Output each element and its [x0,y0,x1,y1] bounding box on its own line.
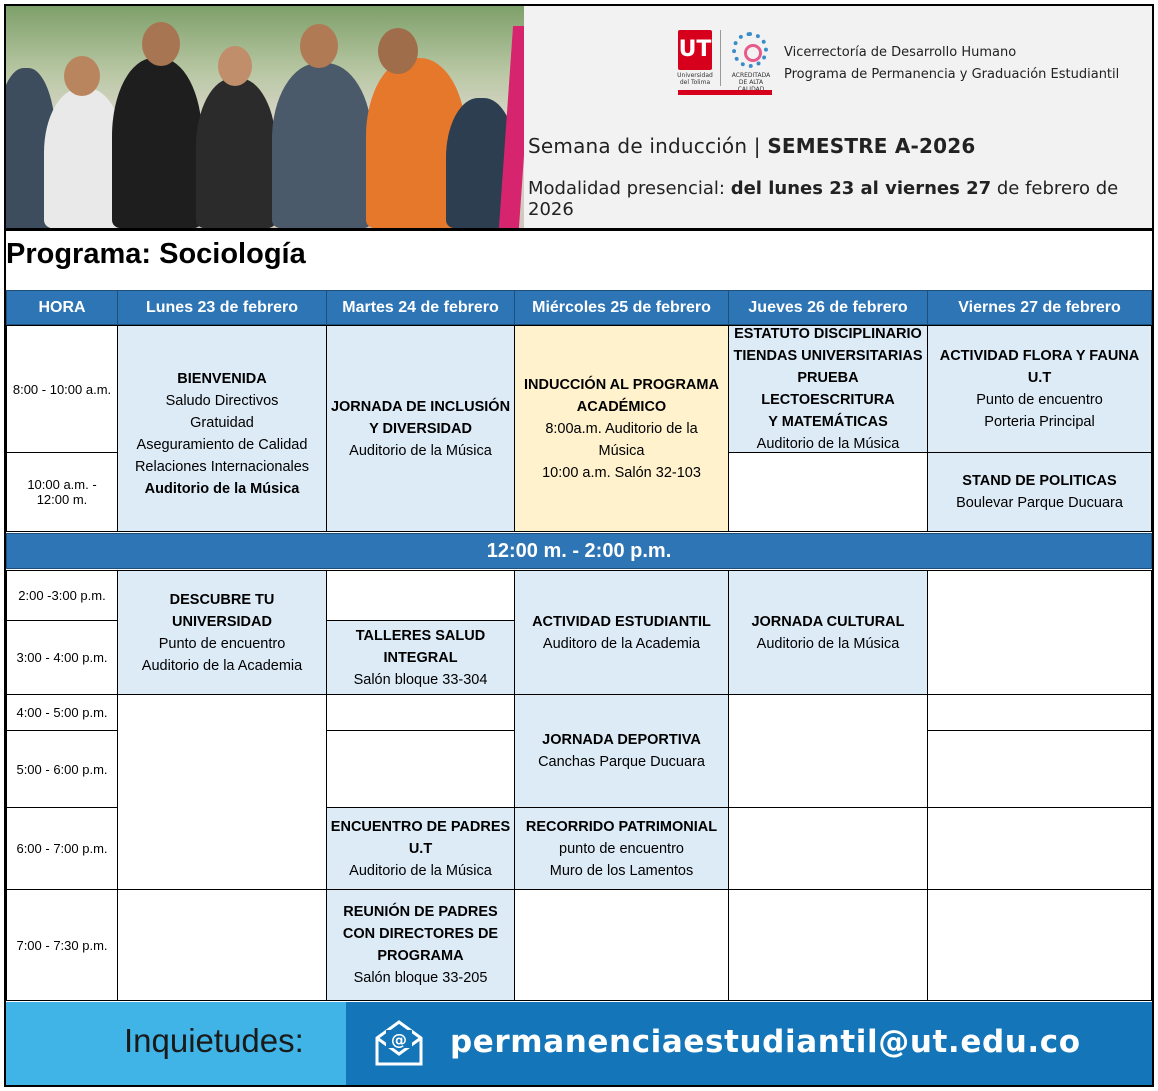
activity-title: JORNADA CULTURAL [751,613,905,630]
activity-title: Y MATEMÁTICAS [768,414,888,430]
activity-estudiantil [514,570,729,695]
activity-place: Salón bloque 33-205 [353,970,488,986]
activity-cultural [728,570,928,695]
activity-place: Auditorio de la Música [756,436,900,452]
semana-prefix: Semana de inducción | [528,134,768,158]
modalidad-suffix: de febrero de 2026 [528,178,1119,220]
students-photo [6,6,524,228]
activity-title: PROGRAMA [377,948,464,964]
activity-place: Auditorio de la Música [144,480,300,497]
time-slot: 2:00 -3:00 p.m. [6,570,118,621]
activity-line: Música [598,442,645,459]
lunch-break-row: 12:00 m. - 2:00 p.m. [6,533,1152,569]
activity-line: Muro de los Lamentos [549,862,694,879]
activity-title: PRUEBA LECTOESCRITURA [761,370,895,408]
activity-title: DESCUBRE TU UNIVERSIDAD [169,591,275,630]
activity-line: Aseguramiento de Calidad [136,436,308,453]
activity-talleres-salud [326,620,515,695]
empty-cell [728,889,928,1001]
vicerrectoria-text [784,42,1119,86]
header-banner [6,6,1152,228]
col-header-martes: Martes 24 de febrero [326,290,515,325]
accreditation-logo [732,32,768,68]
activity-induccion [514,325,729,532]
empty-cell [927,570,1152,695]
activity-title: RECORRIDO PATRIMONIAL [525,818,718,835]
empty-cell [117,694,327,890]
activity-place: Canchas Parque Ducuara [538,754,705,770]
activity-inclusion [326,325,515,532]
empty-cell [927,694,1152,731]
activity-title: TALLERES SALUD [355,627,486,644]
activity-place: Salón bloque 33-304 [353,671,488,688]
activity-encuentro-padres [326,807,515,890]
activity-title: ACTIVIDAD ESTUDIANTIL [532,613,711,630]
activity-title: ACADÉMICO [576,398,667,415]
col-header-jueves: Jueves 26 de febrero [728,290,928,325]
activity-line: 8:00a.m. Auditorio de la [545,420,698,437]
activity-title: U.T [1027,370,1052,386]
time-slot: 4:00 - 5:00 p.m. [6,694,118,731]
activity-deportiva [514,694,729,808]
vicerrectoria-line2: Programa de Permanencia y Graduación Estudiantil [784,67,1120,82]
empty-cell [326,730,515,808]
activity-title: U.T [408,840,433,857]
time-slot: 7:00 - 7:30 p.m. [6,889,118,1001]
activity-title: JORNADA DE INCLUSIÓN [330,398,511,415]
svg-text:@: @ [391,1030,407,1049]
vicerrectoria-line1: Vicerrectoría de Desarrollo Humano [784,45,1017,60]
time-slot: 5:00 - 6:00 p.m. [6,730,118,808]
activity-line: Gratuidad [190,414,254,431]
activity-recorrido [514,807,729,890]
activity-title: CON DIRECTORES DE [342,926,499,942]
time-slot [6,452,118,532]
empty-cell [927,730,1152,808]
activity-title: JORNADA DEPORTIVA [542,732,701,748]
empty-cell [514,889,729,1001]
time-slot: 8:00 - 10:00 a.m. [6,325,118,453]
modalidad-prefix: Modalidad presencial: [528,178,731,199]
activity-descubre [117,570,327,695]
semana-line [528,134,975,158]
empty-cell [326,694,515,731]
contact-email-link[interactable]: permanenciaestudiantil@ut.edu.co [450,1024,1081,1060]
col-header-miercoles: Miércoles 25 de febrero [514,290,729,325]
activity-line: Punto de encuentro [158,635,286,652]
inquietudes-label: Inquietudes: [124,1022,304,1059]
activity-title: INTEGRAL [383,649,458,666]
activity-line: 10:00 a.m. Salón 32-103 [542,464,701,481]
activity-line: punto de encuentro [559,840,684,857]
activity-title: INDUCCIÓN AL PROGRAMA [524,376,719,393]
activity-title: BIENVENIDA [177,370,267,387]
modalidad-line [528,178,1152,220]
activity-title: TIENDAS UNIVERSITARIAS [733,348,923,364]
ut-logo: UT [678,30,712,70]
empty-cell [927,807,1152,890]
footer-contact [6,1002,1152,1085]
ut-logo-caption: Universidad del Tolima [677,72,713,86]
activity-stand-politicas [927,452,1152,532]
empty-cell [927,889,1152,1001]
empty-cell [728,452,928,532]
empty-cell [728,694,928,808]
logos-group [678,30,778,96]
envelope-at-icon [374,1020,424,1066]
empty-cell [326,570,515,621]
modalidad-dates: del lunes 23 al viernes 27 [730,178,992,199]
activity-line: Auditorio de la Academia [141,657,303,674]
activity-place: Auditoro de la Academia [542,635,701,652]
activity-bienvenida [117,325,327,532]
semestre-label: SEMESTRE A-2026 [767,134,976,158]
logo-tagline-bar [678,90,772,95]
activity-line: Punto de encuentro [976,392,1103,408]
empty-cell [117,889,327,1001]
activity-title: ESTATUTO DISCIPLINARIO [734,326,922,342]
activity-title: ENCUENTRO DE PADRES [330,818,511,835]
activity-title: STAND DE POLITICAS [962,473,1117,489]
logo-divider [720,30,721,86]
activity-place: Auditorio de la Música [349,862,492,879]
program-title: Programa: Sociología [6,238,306,270]
activity-title: ACTIVIDAD FLORA Y FAUNA [939,348,1140,364]
time-slot: 6:00 - 7:00 p.m. [6,807,118,890]
empty-cell [728,807,928,890]
col-header-hora: HORA [6,290,118,325]
time-label: 10:00 a.m. - 12:00 m. [27,477,97,507]
col-header-lunes: Lunes 23 de febrero [117,290,327,325]
activity-title: REUNIÓN DE PADRES [343,904,498,920]
activity-line: Saludo Directivos [165,392,279,409]
col-header-viernes: Viernes 27 de febrero [927,290,1152,325]
activity-estatuto [728,325,928,453]
activity-place: Auditorio de la Música [349,442,492,459]
time-slot: 3:00 - 4:00 p.m. [6,620,118,695]
activity-flora-fauna [927,325,1152,453]
activity-reunion-padres [326,889,515,1001]
accreditation-caption: ACREDITADA DE ALTA [731,72,771,86]
activity-line: Porteria Principal [984,414,1095,430]
activity-place: Boulevar Parque Ducuara [956,495,1123,511]
activity-title: Y DIVERSIDAD [369,420,472,437]
activity-place: Auditorio de la Música [756,635,900,652]
activity-line: Relaciones Internacionales [134,458,310,475]
